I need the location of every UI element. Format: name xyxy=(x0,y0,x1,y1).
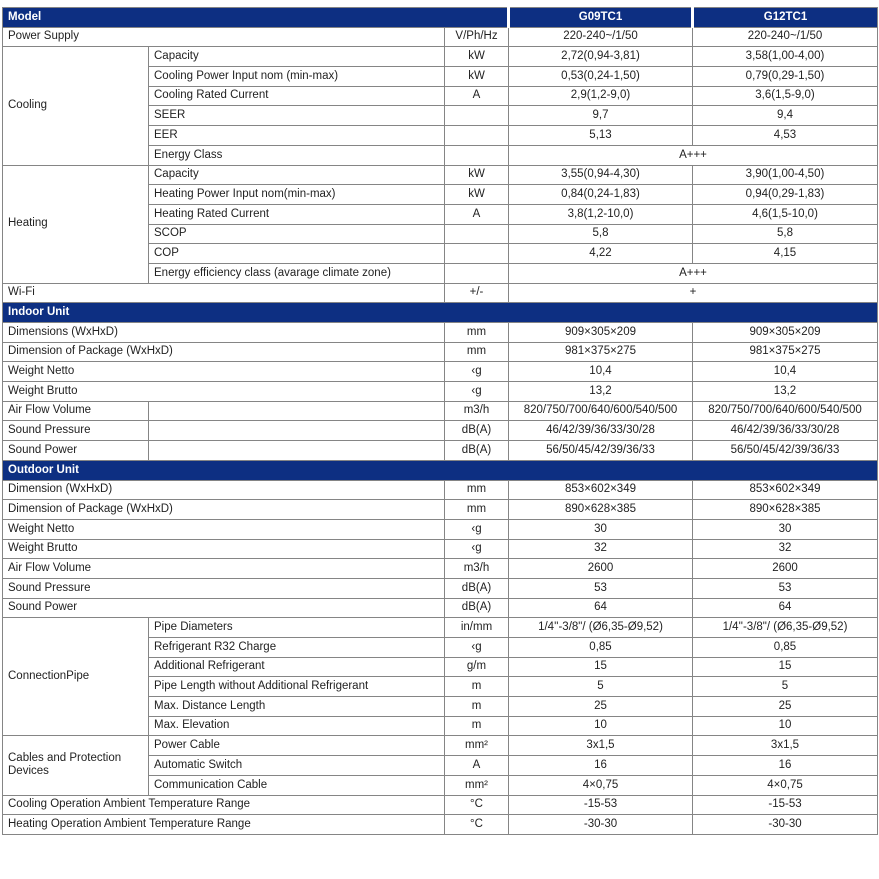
model-name: G09TC1 xyxy=(509,8,693,28)
value-merged: + xyxy=(509,283,878,303)
value-model-1: 10 xyxy=(509,716,693,736)
value-model-2: 3x1,5 xyxy=(693,736,878,756)
row-label: Heating Operation Ambient Temperature Range xyxy=(3,815,445,835)
row-label: Air Flow Volume xyxy=(3,401,149,421)
unit-cell: kW xyxy=(445,165,509,185)
table-row xyxy=(3,441,878,461)
row-label: EER xyxy=(149,126,445,146)
value-model-1: 10,4 xyxy=(509,362,693,382)
value-model-1: 2600 xyxy=(509,559,693,579)
value-model-2: 820/750/700/640/600/540/500 xyxy=(693,401,878,421)
value-model-2: 13,2 xyxy=(693,382,878,402)
unit-cell: kW xyxy=(445,67,509,87)
unit-cell: m3/h xyxy=(445,401,509,421)
unit-cell: m3/h xyxy=(445,559,509,579)
table-row xyxy=(3,362,878,382)
value-model-1: 16 xyxy=(509,756,693,776)
table-row xyxy=(3,795,878,815)
value-model-1: 2,9(1,2-9,0) xyxy=(509,86,693,106)
value-model-1: 2,72(0,94-3,81) xyxy=(509,47,693,67)
value-model-2: 220-240~/1/50 xyxy=(693,27,878,47)
value-model-1: 4,22 xyxy=(509,244,693,264)
table-row xyxy=(3,382,878,402)
value-model-1: 15 xyxy=(509,657,693,677)
value-model-2: 4×0,75 xyxy=(693,775,878,795)
table-row xyxy=(3,421,878,441)
table-row xyxy=(3,618,878,638)
value-model-2: 9,4 xyxy=(693,106,878,126)
row-label: Air Flow Volume xyxy=(3,559,445,579)
row-label: Weight Netto xyxy=(3,519,445,539)
row-label: Max. Distance Length xyxy=(149,697,445,717)
unit-cell: mm xyxy=(445,500,509,520)
value-model-1: 0,53(0,24-1,50) xyxy=(509,67,693,87)
table-row xyxy=(3,578,878,598)
value-model-2: 25 xyxy=(693,697,878,717)
unit-cell: mm xyxy=(445,480,509,500)
value-model-2: 890×628×385 xyxy=(693,500,878,520)
table-row xyxy=(3,401,878,421)
row-label: Cooling Power Input nom (min-max) xyxy=(149,67,445,87)
value-model-1: 853×602×349 xyxy=(509,480,693,500)
value-model-2: 5,8 xyxy=(693,224,878,244)
value-model-2: 64 xyxy=(693,598,878,618)
group-label: ConnectionPipe xyxy=(3,618,149,736)
unit-cell: A xyxy=(445,204,509,224)
value-model-1: 9,7 xyxy=(509,106,693,126)
unit-cell xyxy=(445,244,509,264)
unit-cell: mm xyxy=(445,323,509,343)
unit-cell: dB(A) xyxy=(445,578,509,598)
value-model-2: -30-30 xyxy=(693,815,878,835)
value-merged: A+++ xyxy=(509,263,878,283)
unit-cell: ‹g xyxy=(445,382,509,402)
model-name: G12TC1 xyxy=(693,8,878,28)
row-label: Dimension of Package (WxHxD) xyxy=(3,342,445,362)
empty-cell xyxy=(149,401,445,421)
row-label: Heating Power Input nom(min-max) xyxy=(149,185,445,205)
row-label: Cooling Rated Current xyxy=(149,86,445,106)
value-model-1: 5 xyxy=(509,677,693,697)
table-row xyxy=(3,815,878,835)
value-model-2: 3,90(1,00-4,50) xyxy=(693,165,878,185)
row-label: Sound Pressure xyxy=(3,578,445,598)
row-label: Cooling Operation Ambient Temperature Range xyxy=(3,795,445,815)
table-row xyxy=(3,736,878,756)
spec-table-body xyxy=(3,8,878,835)
spec-table xyxy=(2,7,878,835)
value-model-1: 32 xyxy=(509,539,693,559)
value-model-1: 0,85 xyxy=(509,638,693,658)
unit-cell: g/m xyxy=(445,657,509,677)
value-model-2: 10 xyxy=(693,716,878,736)
row-label: Power Cable xyxy=(149,736,445,756)
value-model-1: 13,2 xyxy=(509,382,693,402)
row-label: Capacity xyxy=(149,165,445,185)
value-model-1: 3,55(0,94-4,30) xyxy=(509,165,693,185)
row-label: Pipe Length without Additional Refrigerant xyxy=(149,677,445,697)
value-model-1: 4×0,75 xyxy=(509,775,693,795)
value-model-2: 4,6(1,5-10,0) xyxy=(693,204,878,224)
unit-cell: m xyxy=(445,677,509,697)
value-model-1: 3,8(1,2-10,0) xyxy=(509,204,693,224)
value-model-1: 30 xyxy=(509,519,693,539)
value-model-1: 820/750/700/640/600/540/500 xyxy=(509,401,693,421)
row-label: Energy efficiency class (avarage climate zone) xyxy=(149,263,445,283)
value-model-2: 2600 xyxy=(693,559,878,579)
row-label: Dimensions (WxHxD) xyxy=(3,323,445,343)
unit-cell: A xyxy=(445,86,509,106)
row-label: Sound Power xyxy=(3,598,445,618)
unit-cell: mm² xyxy=(445,775,509,795)
row-label: Wi-Fi xyxy=(3,283,445,303)
unit-cell: °C xyxy=(445,815,509,835)
value-model-2: 32 xyxy=(693,539,878,559)
table-row xyxy=(3,323,878,343)
value-model-2: 46/42/39/36/33/30/28 xyxy=(693,421,878,441)
value-model-1: 56/50/45/42/39/36/33 xyxy=(509,441,693,461)
row-label: Dimension (WxHxD) xyxy=(3,480,445,500)
row-label: Automatic Switch xyxy=(149,756,445,776)
row-label: SCOP xyxy=(149,224,445,244)
value-model-2: 4,15 xyxy=(693,244,878,264)
section-header-label: Outdoor Unit xyxy=(3,460,878,480)
value-model-2: 0,79(0,29-1,50) xyxy=(693,67,878,87)
unit-cell: dB(A) xyxy=(445,441,509,461)
table-row xyxy=(3,598,878,618)
unit-cell: ‹g xyxy=(445,362,509,382)
value-model-2: 4,53 xyxy=(693,126,878,146)
value-model-1: -30-30 xyxy=(509,815,693,835)
unit-cell xyxy=(445,126,509,146)
unit-cell: kW xyxy=(445,185,509,205)
section-header-row xyxy=(3,303,878,323)
value-merged: A+++ xyxy=(509,145,878,165)
table-row xyxy=(3,519,878,539)
empty-cell xyxy=(149,441,445,461)
row-label: SEER xyxy=(149,106,445,126)
unit-cell: dB(A) xyxy=(445,598,509,618)
unit-cell: mm xyxy=(445,342,509,362)
value-model-1: 909×305×209 xyxy=(509,323,693,343)
unit-cell xyxy=(445,224,509,244)
value-model-2: 16 xyxy=(693,756,878,776)
value-model-1: 53 xyxy=(509,578,693,598)
unit-cell: V/Ph/Hz xyxy=(445,27,509,47)
unit-cell: °C xyxy=(445,795,509,815)
row-label: Heating Rated Current xyxy=(149,204,445,224)
value-model-1: 5,13 xyxy=(509,126,693,146)
value-model-2: 3,6(1,5-9,0) xyxy=(693,86,878,106)
row-label: Power Supply xyxy=(3,27,445,47)
row-label: Refrigerant R32 Charge xyxy=(149,638,445,658)
row-label: Additional Refrigerant xyxy=(149,657,445,677)
model-header-row xyxy=(3,8,878,28)
unit-cell: +/- xyxy=(445,283,509,303)
value-model-2: 53 xyxy=(693,578,878,598)
table-row xyxy=(3,27,878,47)
value-model-2: 5 xyxy=(693,677,878,697)
value-model-1: 981×375×275 xyxy=(509,342,693,362)
value-model-2: 15 xyxy=(693,657,878,677)
unit-cell: m xyxy=(445,716,509,736)
row-label: Energy Class xyxy=(149,145,445,165)
value-model-1: 220-240~/1/50 xyxy=(509,27,693,47)
row-label: Communication Cable xyxy=(149,775,445,795)
section-header-label: Indoor Unit xyxy=(3,303,878,323)
unit-cell: ‹g xyxy=(445,539,509,559)
value-model-1: -15-53 xyxy=(509,795,693,815)
value-model-2: 56/50/45/42/39/36/33 xyxy=(693,441,878,461)
row-label: Weight Netto xyxy=(3,362,445,382)
section-header-row xyxy=(3,460,878,480)
unit-cell: kW xyxy=(445,47,509,67)
row-label: Weight Brutto xyxy=(3,382,445,402)
row-label: COP xyxy=(149,244,445,264)
row-label: Sound Power xyxy=(3,441,149,461)
row-label: Pipe Diameters xyxy=(149,618,445,638)
unit-cell xyxy=(445,145,509,165)
value-model-1: 64 xyxy=(509,598,693,618)
value-model-1: 890×628×385 xyxy=(509,500,693,520)
group-label: Heating xyxy=(3,165,149,283)
value-model-1: 0,84(0,24-1,83) xyxy=(509,185,693,205)
group-label: Cables and Protection Devices xyxy=(3,736,149,795)
row-label: Dimension of Package (WxHxD) xyxy=(3,500,445,520)
unit-cell: mm² xyxy=(445,736,509,756)
table-row xyxy=(3,283,878,303)
value-model-2: 30 xyxy=(693,519,878,539)
value-model-1: 46/42/39/36/33/30/28 xyxy=(509,421,693,441)
value-model-2: 0,85 xyxy=(693,638,878,658)
table-row xyxy=(3,559,878,579)
unit-cell xyxy=(445,106,509,126)
value-model-2: 1/4''-3/8"/ (Ø6,35-Ø9,52) xyxy=(693,618,878,638)
model-header-label: Model xyxy=(3,8,509,28)
value-model-2: -15-53 xyxy=(693,795,878,815)
table-row xyxy=(3,47,878,67)
value-model-1: 1/4''-3/8"/ (Ø6,35-Ø9,52) xyxy=(509,618,693,638)
unit-cell: dB(A) xyxy=(445,421,509,441)
table-row xyxy=(3,539,878,559)
unit-cell: ‹g xyxy=(445,519,509,539)
row-label: Capacity xyxy=(149,47,445,67)
table-row xyxy=(3,342,878,362)
value-model-2: 10,4 xyxy=(693,362,878,382)
table-row xyxy=(3,480,878,500)
value-model-1: 25 xyxy=(509,697,693,717)
value-model-2: 3,58(1,00-4,00) xyxy=(693,47,878,67)
value-model-2: 909×305×209 xyxy=(693,323,878,343)
unit-cell: A xyxy=(445,756,509,776)
value-model-2: 981×375×275 xyxy=(693,342,878,362)
unit-cell: ‹g xyxy=(445,638,509,658)
value-model-1: 5,8 xyxy=(509,224,693,244)
table-row xyxy=(3,500,878,520)
group-label: Cooling xyxy=(3,47,149,165)
unit-cell: m xyxy=(445,697,509,717)
empty-cell xyxy=(149,421,445,441)
table-row xyxy=(3,165,878,185)
row-label: Max. Elevation xyxy=(149,716,445,736)
value-model-2: 0,94(0,29-1,83) xyxy=(693,185,878,205)
value-model-2: 853×602×349 xyxy=(693,480,878,500)
row-label: Weight Brutto xyxy=(3,539,445,559)
value-model-1: 3x1,5 xyxy=(509,736,693,756)
unit-cell xyxy=(445,263,509,283)
row-label: Sound Pressure xyxy=(3,421,149,441)
unit-cell: in/mm xyxy=(445,618,509,638)
